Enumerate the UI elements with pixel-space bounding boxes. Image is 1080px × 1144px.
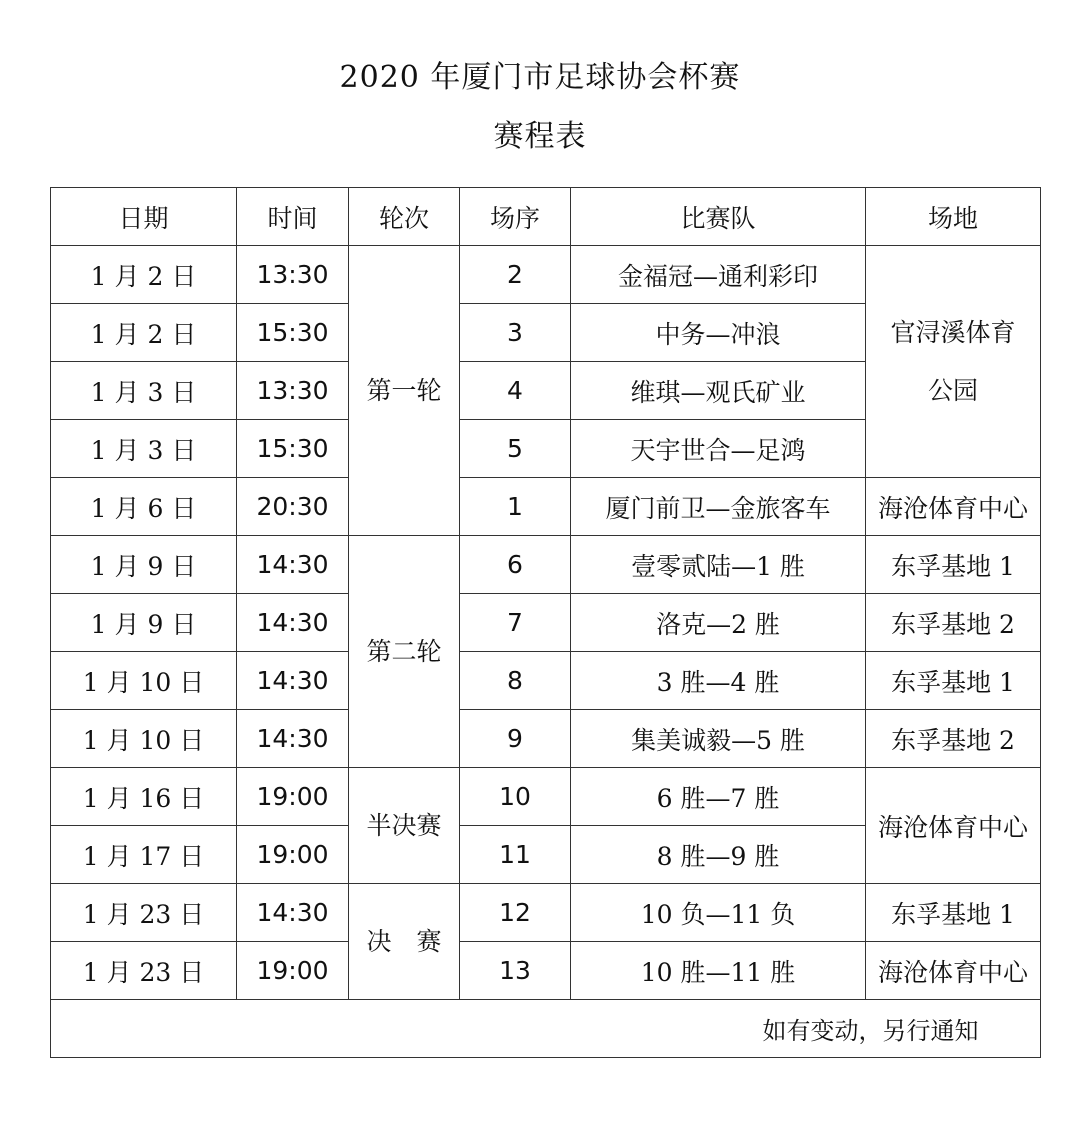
time-cell: 14:30 [237, 884, 349, 942]
seq-cell: 3 [460, 304, 571, 362]
venue-text: 官浔溪体育公园 [890, 317, 1016, 405]
date-cell: 1 月 2 日 [51, 246, 237, 304]
time-cell: 19:00 [237, 768, 349, 826]
round-cell: 第一轮 [349, 246, 460, 536]
teams-cell: 金福冠—通利彩印 [571, 246, 866, 304]
date-cell: 1 月 9 日 [51, 594, 237, 652]
teams-cell: 洛克—2 胜 [571, 594, 866, 652]
header-venue: 场地 [866, 188, 1041, 246]
seq-cell: 4 [460, 362, 571, 420]
venue-cell: 东孚基地 2 [866, 710, 1041, 768]
teams-cell: 厦门前卫—金旅客车 [571, 478, 866, 536]
teams-cell: 中务—冲浪 [571, 304, 866, 362]
date-cell: 1 月 3 日 [51, 420, 237, 478]
venue-cell: 东孚基地 1 [866, 884, 1041, 942]
time-cell: 14:30 [237, 594, 349, 652]
time-cell: 19:00 [237, 942, 349, 1000]
table-row [51, 884, 1041, 942]
seq-cell: 8 [460, 652, 571, 710]
date-cell: 1 月 3 日 [51, 362, 237, 420]
table-row [51, 246, 1041, 304]
footer-note: 如有变动，另行通知 [762, 1017, 979, 1045]
schedule-table [50, 187, 1041, 1058]
table-row [51, 942, 1041, 1000]
venue-cell: 海沧体育中心 [866, 942, 1041, 1000]
date-cell: 1 月 6 日 [51, 478, 237, 536]
venue-cell: 海沧体育中心 [866, 768, 1041, 884]
page-subtitle: 赛程表 [493, 119, 587, 154]
time-cell: 14:30 [237, 710, 349, 768]
date-cell: 1 月 2 日 [51, 304, 237, 362]
teams-cell: 集美诚毅—5 胜 [571, 710, 866, 768]
page-title: 2020 年厦门市足球协会杯赛 [339, 60, 741, 95]
header-seq: 场序 [460, 188, 571, 246]
table-row [51, 710, 1041, 768]
footer-cell [51, 1000, 1041, 1058]
time-cell: 20:30 [237, 478, 349, 536]
seq-cell: 5 [460, 420, 571, 478]
round-cell: 决 赛 [349, 884, 460, 1000]
round-cell: 半决赛 [349, 768, 460, 884]
time-cell: 14:30 [237, 652, 349, 710]
seq-cell: 10 [460, 768, 571, 826]
time-cell: 13:30 [237, 246, 349, 304]
seq-cell: 12 [460, 884, 571, 942]
header-teams: 比赛队 [571, 188, 866, 246]
date-cell: 1 月 9 日 [51, 536, 237, 594]
teams-cell: 天宇世合—足鸿 [571, 420, 866, 478]
seq-cell: 13 [460, 942, 571, 1000]
seq-cell: 2 [460, 246, 571, 304]
date-cell: 1 月 10 日 [51, 710, 237, 768]
venue-cell: 东孚基地 1 [866, 536, 1041, 594]
date-cell: 1 月 16 日 [51, 768, 237, 826]
teams-cell: 维琪—观氏矿业 [571, 362, 866, 420]
header-date: 日期 [51, 188, 237, 246]
seq-cell: 11 [460, 826, 571, 884]
table-row [51, 536, 1041, 594]
header-row [51, 188, 1041, 246]
header-round: 轮次 [349, 188, 460, 246]
time-cell: 13:30 [237, 362, 349, 420]
seq-cell: 9 [460, 710, 571, 768]
teams-cell: 8 胜—9 胜 [571, 826, 866, 884]
seq-cell: 6 [460, 536, 571, 594]
header-time: 时间 [237, 188, 349, 246]
teams-cell: 10 胜—11 胜 [571, 942, 866, 1000]
venue-cell: 东孚基地 1 [866, 652, 1041, 710]
date-cell: 1 月 23 日 [51, 884, 237, 942]
footer-row [51, 1000, 1041, 1058]
venue-cell: 东孚基地 2 [866, 594, 1041, 652]
date-cell: 1 月 17 日 [51, 826, 237, 884]
seq-cell: 1 [460, 478, 571, 536]
table-row [51, 478, 1041, 536]
venue-cell: 海沧体育中心 [866, 478, 1041, 536]
table-row [51, 768, 1041, 826]
table-row [51, 652, 1041, 710]
seq-cell: 7 [460, 594, 571, 652]
teams-cell: 10 负—11 负 [571, 884, 866, 942]
time-cell: 15:30 [237, 304, 349, 362]
teams-cell: 6 胜—7 胜 [571, 768, 866, 826]
round-cell: 第二轮 [349, 536, 460, 768]
time-cell: 19:00 [237, 826, 349, 884]
time-cell: 14:30 [237, 536, 349, 594]
date-cell: 1 月 23 日 [51, 942, 237, 1000]
date-cell: 1 月 10 日 [51, 652, 237, 710]
teams-cell: 壹零贰陆—1 胜 [571, 536, 866, 594]
table-row [51, 594, 1041, 652]
venue-cell [866, 246, 1041, 478]
teams-cell: 3 胜—4 胜 [571, 652, 866, 710]
time-cell: 15:30 [237, 420, 349, 478]
